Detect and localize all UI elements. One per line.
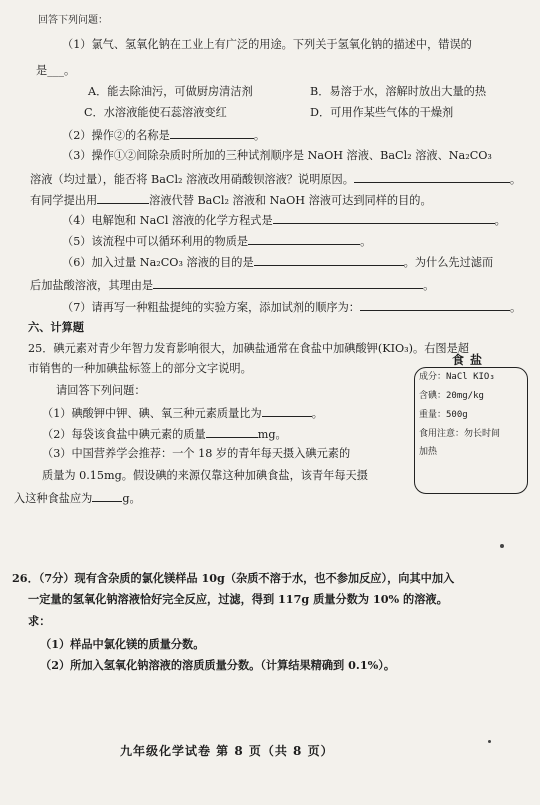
q7-text: （7）请再写一种粗盐提纯的实验方案，添加试剂的顺序为： xyxy=(62,301,360,314)
salt-label-note-cont: 加热 xyxy=(419,447,438,457)
q3-line1: （3）操作①②间除杂质时所加的三种试剂顺序是 NaOH 溶液、BaCl₂ 溶液、Na₂CO₃ xyxy=(62,149,492,162)
q26-stem: 26．（7分）现有含杂质的氯化镁样品 10g（杂质不溶于水，也不参加反应），向其中加入 xyxy=(12,571,455,585)
q3-line2-text: 溶液（均过量），能否将 BaCl₂ 溶液改用硝酸钡溶液？说明原因。 xyxy=(30,173,354,186)
q5-line: （5）该流程中可以循环利用的物质是 。 xyxy=(62,235,372,248)
q7-line: （7）请再写一种粗盐提纯的实验方案，添加试剂的顺序为： 。 xyxy=(62,301,522,314)
scan-speck xyxy=(488,740,491,743)
q25-part3-unit: g。 xyxy=(122,492,141,505)
salt-label-title: 食盐 xyxy=(452,353,489,367)
q3-line2: 溶液（均过量），能否将 BaCl₂ 溶液改用硝酸钡溶液？说明原因。 。 xyxy=(30,173,522,186)
q25-part3-blank xyxy=(92,490,122,502)
q6-purpose-blank xyxy=(254,254,404,266)
q2-line: （2）操作②的名称是 。 xyxy=(62,129,266,142)
salt-label-ingredients: 成分：NaCl KIO₃ xyxy=(419,372,495,382)
q5-text: （5）该流程中可以循环利用的物质是 xyxy=(62,235,249,248)
question-intro: 回答下列问题： xyxy=(38,15,108,26)
q1-stem-cont: 是___。 xyxy=(36,64,76,77)
q25-prompt: 请回答下列问题： xyxy=(56,384,146,397)
q6-line2: 后加盐酸溶液，其理由是 。 xyxy=(30,279,435,292)
q26-prompt: 求： xyxy=(28,614,51,628)
q4-text: （4）电解饱和 NaCl 溶液的化学方程式是 xyxy=(62,214,273,227)
q1-option-b: B．易溶于水，溶解时放出大量的热 xyxy=(310,85,487,98)
q1-option-d: D．可用作某些气体的干燥剂 xyxy=(310,106,454,119)
q3-line3-prefix: 有同学提出用 xyxy=(30,194,98,207)
q25-stem-cont: 市销售的一种加碘盐标签上的部分文字说明。 xyxy=(28,362,252,375)
q26-part2: （2）所加入氢氧化钠溶液的溶质质量分数。（计算结果精确到 0.1%）。 xyxy=(40,658,396,672)
q25-part1-text: （1）碘酸钾中钾、碘、氧三种元素质量比为 xyxy=(42,407,262,420)
q5-answer-blank xyxy=(248,233,360,245)
salt-label-iodine: 含碘：20mg/kg xyxy=(419,391,484,401)
q2-answer-blank xyxy=(170,127,254,139)
scan-speck xyxy=(500,544,504,548)
q25-part3-line1: （3）中国营养学会推荐：一个 18 岁的青年每天摄入碘元素的 xyxy=(42,447,351,460)
q25-stem: 25．碘元素对青少年智力发育影响很大，加碘盐通常在食盐中加碘酸钾(KIO₃)。右图是超 xyxy=(28,342,469,355)
q25-part3-text: 入这种食盐应为 xyxy=(14,492,93,505)
q4-line: （4）电解饱和 NaCl 溶液的化学方程式是 。 xyxy=(62,214,506,227)
q3-line3 xyxy=(30,192,432,208)
section-title-calculation: 六、计算题 xyxy=(28,320,84,334)
q25-part1-blank xyxy=(262,405,312,417)
salt-label-weight: 重量：500g xyxy=(419,410,468,420)
q6-reason-blank xyxy=(153,277,423,289)
q6-text-a: （6）加入过量 Na₂CO₃ 溶液的目的是 xyxy=(62,256,254,269)
q3-reason-blank xyxy=(354,171,510,183)
q26-part1: （1）样品中氯化镁的质量分数。 xyxy=(40,637,205,651)
q1-option-a: A．能去除油污，可做厨房清洁剂 xyxy=(88,85,253,98)
q3-line3-suffix: 溶液代替 BaCl₂ 溶液和 NaOH 溶液可达到同样的目的。 xyxy=(149,194,432,207)
salt-label-note: 食用注意：勿长时间 xyxy=(419,429,501,439)
q6-text-b: 。为什么先过滤而 xyxy=(403,256,494,269)
q25-part1: （1）碘酸钾中钾、碘、氧三种元素质量比为 。 xyxy=(42,407,323,420)
q1-stem: （1）氯气、氢氧化钠在工业上有广泛的用途。下列关于氢氧化钠的描述中，错误的 xyxy=(62,38,472,51)
q1-option-c: C．水溶液能使石蕊溶液变红 xyxy=(84,106,227,119)
q25-part2-text: （2）每袋该食盐中碘元素的质量 xyxy=(42,428,206,441)
q7-answer-blank xyxy=(360,299,510,311)
q25-part2-unit: mg。 xyxy=(257,428,287,441)
q26-stem-cont: 一定量的氢氧化钠溶液恰好完全反应，过滤，得到 117g 质量分数为 10% 的溶液。 xyxy=(28,592,448,606)
q25-part3-line3 xyxy=(14,490,141,506)
page-footer: 九年级化学试卷 第 8 页（共 8 页） xyxy=(120,744,334,758)
q25-part2-blank xyxy=(206,426,258,438)
q6-line2-text: 后加盐酸溶液，其理由是 xyxy=(30,279,154,292)
q2-text: （2）操作②的名称是 xyxy=(62,129,170,142)
q6-line1 xyxy=(62,254,493,270)
q3-reagent-blank xyxy=(97,192,149,204)
q25-part2 xyxy=(42,426,287,442)
q25-part3-line2: 质量为 0.15mg。假设碘的来源仅靠这种加碘食盐，该青年每天摄 xyxy=(42,469,368,482)
q4-equation-blank xyxy=(273,212,495,224)
